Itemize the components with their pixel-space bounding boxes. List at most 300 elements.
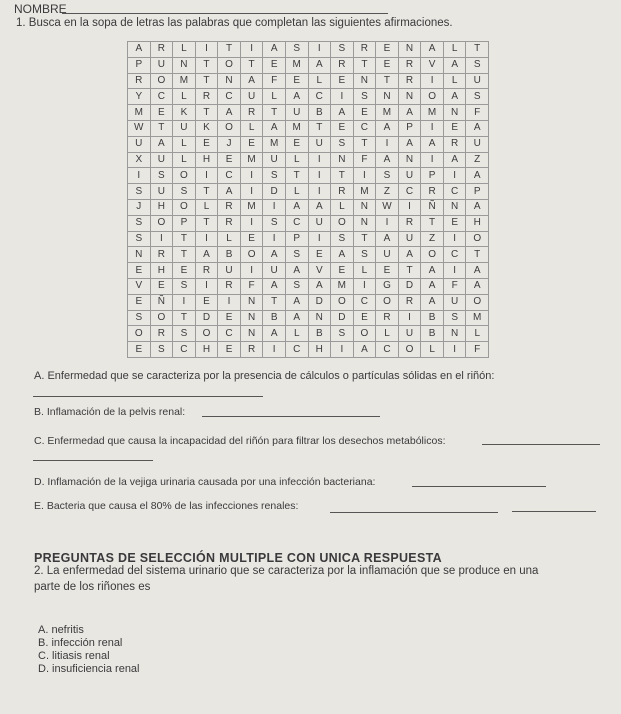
exercise-1-prompt: 1. Busca en la sopa de letras las palabras que completan las siguientes afirmaciones. <box>16 17 453 29</box>
grid-cell: O <box>353 326 376 342</box>
grid-cell: U <box>398 326 421 342</box>
grid-cell: R <box>195 263 218 279</box>
grid-cell: M <box>421 105 444 121</box>
grid-cell: A <box>263 326 286 342</box>
grid-cell: P <box>285 231 308 247</box>
grid-cell: T <box>353 57 376 73</box>
grid-cell: L <box>218 231 241 247</box>
grid-cell: H <box>195 342 218 358</box>
grid-cell: U <box>308 136 331 152</box>
grid-cell: E <box>353 105 376 121</box>
grid-cell: S <box>173 184 196 200</box>
grid-cell: H <box>466 215 489 231</box>
grid-cell: T <box>150 120 173 136</box>
grid-cell: C <box>218 326 241 342</box>
grid-cell: N <box>398 152 421 168</box>
grid-cell: A <box>308 199 331 215</box>
grid-cell: I <box>308 42 331 58</box>
grid-cell: E <box>331 263 354 279</box>
grid-cell: U <box>128 136 151 152</box>
grid-cell: X <box>128 152 151 168</box>
grid-cell: R <box>398 294 421 310</box>
grid-cell: O <box>466 294 489 310</box>
grid-cell: U <box>376 247 399 263</box>
grid-cell: V <box>308 263 331 279</box>
grid-cell: S <box>128 184 151 200</box>
grid-cell: E <box>376 42 399 58</box>
grid-cell: A <box>263 278 286 294</box>
grid-cell: A <box>263 42 286 58</box>
grid-cell: M <box>263 136 286 152</box>
grid-cell: U <box>150 184 173 200</box>
grid-cell: M <box>285 57 308 73</box>
grid-cell: N <box>353 215 376 231</box>
grid-cell: T <box>376 73 399 89</box>
grid-cell: I <box>128 168 151 184</box>
grid-cell: C <box>285 342 308 358</box>
grid-cell: Ñ <box>421 199 444 215</box>
grid-row <box>128 120 489 136</box>
grid-cell: E <box>443 215 466 231</box>
grid-cell: T <box>466 247 489 263</box>
grid-cell: B <box>421 326 444 342</box>
grid-cell: I <box>421 152 444 168</box>
grid-cell: D <box>331 310 354 326</box>
grid-cell: P <box>421 168 444 184</box>
grid-cell: C <box>353 120 376 136</box>
grid-row <box>128 57 489 73</box>
grid-cell: O <box>150 73 173 89</box>
grid-cell: A <box>421 136 444 152</box>
grid-cell: W <box>376 199 399 215</box>
grid-cell: R <box>353 42 376 58</box>
grid-cell: A <box>308 278 331 294</box>
grid-cell: C <box>443 184 466 200</box>
grid-cell: I <box>195 168 218 184</box>
grid-cell: A <box>398 247 421 263</box>
grid-cell: E <box>150 105 173 121</box>
grid-cell: A <box>353 342 376 358</box>
grid-cell: D <box>308 294 331 310</box>
grid-cell: E <box>128 294 151 310</box>
grid-cell: C <box>218 89 241 105</box>
grid-cell: O <box>421 89 444 105</box>
grid-cell: S <box>466 89 489 105</box>
grid-row <box>128 89 489 105</box>
grid-cell: I <box>331 342 354 358</box>
name-field[interactable] <box>62 13 388 14</box>
grid-cell: R <box>128 73 151 89</box>
grid-cell: I <box>218 294 241 310</box>
grid-cell: O <box>173 199 196 215</box>
grid-cell: U <box>466 73 489 89</box>
option-b[interactable]: B. infección renal <box>38 637 123 649</box>
grid-cell: I <box>398 310 421 326</box>
grid-cell: N <box>308 310 331 326</box>
grid-cell: H <box>195 152 218 168</box>
item-b-answer-line[interactable] <box>202 416 380 417</box>
grid-cell: R <box>398 73 421 89</box>
grid-cell: A <box>195 247 218 263</box>
grid-cell: E <box>376 263 399 279</box>
grid-cell: C <box>285 215 308 231</box>
grid-cell: M <box>331 278 354 294</box>
grid-cell: S <box>285 278 308 294</box>
grid-cell: U <box>308 215 331 231</box>
grid-cell: N <box>173 57 196 73</box>
grid-cell: E <box>308 247 331 263</box>
grid-cell: O <box>376 294 399 310</box>
grid-cell: E <box>218 152 241 168</box>
grid-cell: T <box>285 168 308 184</box>
grid-cell: A <box>128 42 151 58</box>
grid-row <box>128 278 489 294</box>
grid-cell: T <box>263 105 286 121</box>
grid-cell: O <box>331 215 354 231</box>
grid-cell: E <box>128 342 151 358</box>
grid-cell: D <box>398 278 421 294</box>
grid-cell: K <box>173 105 196 121</box>
grid-cell: A <box>466 168 489 184</box>
grid-cell: L <box>263 89 286 105</box>
item-e-text: E. Bacteria que causa el 80% de las infecciones renales: <box>34 500 299 512</box>
grid-cell: E <box>331 73 354 89</box>
grid-cell: L <box>240 120 263 136</box>
grid-cell: N <box>376 89 399 105</box>
grid-cell: M <box>285 120 308 136</box>
grid-cell: I <box>150 231 173 247</box>
question-2-line-1: 2. La enfermedad del sistema urinario que se caracteriza por la inflamación que se produce en una <box>34 565 539 577</box>
grid-cell: T <box>308 120 331 136</box>
grid-cell: R <box>150 247 173 263</box>
grid-cell: C <box>173 342 196 358</box>
grid-cell: S <box>331 326 354 342</box>
grid-cell: I <box>240 184 263 200</box>
option-d[interactable]: D. insuficiencia renal <box>38 663 140 675</box>
grid-cell: N <box>240 326 263 342</box>
grid-cell: I <box>421 73 444 89</box>
grid-cell: I <box>353 278 376 294</box>
grid-cell: E <box>285 73 308 89</box>
grid-cell: U <box>150 57 173 73</box>
option-a[interactable]: A. nefritis <box>38 624 84 636</box>
grid-cell: I <box>353 168 376 184</box>
grid-cell: R <box>331 184 354 200</box>
grid-cell: I <box>263 342 286 358</box>
grid-cell: S <box>466 57 489 73</box>
grid-cell: R <box>421 184 444 200</box>
grid-cell: G <box>376 278 399 294</box>
grid-cell: A <box>218 105 241 121</box>
grid-cell: U <box>240 89 263 105</box>
grid-cell: I <box>240 215 263 231</box>
grid-cell: F <box>240 278 263 294</box>
grid-cell: T <box>173 231 196 247</box>
grid-cell: P <box>398 120 421 136</box>
grid-cell: S <box>263 215 286 231</box>
grid-cell: A <box>263 247 286 263</box>
grid-cell: U <box>398 231 421 247</box>
grid-cell: A <box>421 294 444 310</box>
grid-cell: O <box>195 326 218 342</box>
grid-cell: H <box>150 263 173 279</box>
grid-cell: C <box>376 342 399 358</box>
grid-cell: A <box>331 105 354 121</box>
grid-cell: I <box>376 136 399 152</box>
grid-cell: O <box>150 215 173 231</box>
grid-cell: E <box>353 310 376 326</box>
item-d-text: D. Inflamación de la vejiga urinaria causada por una infección bacteriana: <box>34 476 376 488</box>
grid-cell: I <box>195 278 218 294</box>
grid-cell: L <box>443 42 466 58</box>
grid-cell: S <box>128 215 151 231</box>
grid-cell: J <box>218 136 241 152</box>
grid-cell: S <box>331 136 354 152</box>
grid-cell: Ñ <box>150 294 173 310</box>
grid-cell: A <box>398 136 421 152</box>
grid-cell: B <box>218 247 241 263</box>
grid-cell: T <box>353 136 376 152</box>
grid-cell: A <box>443 89 466 105</box>
grid-cell: T <box>331 168 354 184</box>
grid-cell: A <box>421 42 444 58</box>
grid-cell: A <box>376 231 399 247</box>
option-c[interactable]: C. litiasis renal <box>38 650 110 662</box>
grid-cell: M <box>240 152 263 168</box>
grid-cell: A <box>285 310 308 326</box>
grid-row <box>128 247 489 263</box>
question-2-line-2: parte de los riñones es <box>34 581 151 593</box>
grid-cell: L <box>331 199 354 215</box>
grid-cell: L <box>353 263 376 279</box>
grid-cell: B <box>308 326 331 342</box>
grid-cell: I <box>398 199 421 215</box>
grid-cell: O <box>173 168 196 184</box>
grid-cell: R <box>443 136 466 152</box>
grid-cell: A <box>376 120 399 136</box>
grid-cell: C <box>398 184 421 200</box>
grid-cell: A <box>443 57 466 73</box>
grid-cell: N <box>353 73 376 89</box>
grid-cell: U <box>218 263 241 279</box>
grid-cell: R <box>150 42 173 58</box>
grid-cell: N <box>218 73 241 89</box>
grid-cell: T <box>173 310 196 326</box>
grid-cell: A <box>285 263 308 279</box>
grid-row <box>128 215 489 231</box>
grid-cell: S <box>173 326 196 342</box>
grid-cell: T <box>218 42 241 58</box>
grid-cell: E <box>240 136 263 152</box>
grid-cell: C <box>353 294 376 310</box>
grid-cell: U <box>263 263 286 279</box>
grid-cell: I <box>240 42 263 58</box>
grid-cell: T <box>466 42 489 58</box>
grid-cell: O <box>466 231 489 247</box>
grid-cell: L <box>173 152 196 168</box>
grid-cell: R <box>150 326 173 342</box>
item-c-answer-line-2[interactable] <box>33 460 153 461</box>
grid-cell: U <box>398 168 421 184</box>
item-e-answer-line-1[interactable] <box>330 512 498 513</box>
grid-cell: D <box>263 184 286 200</box>
grid-cell: R <box>218 278 241 294</box>
grid-cell: S <box>128 231 151 247</box>
grid-cell: I <box>443 263 466 279</box>
grid-cell: E <box>218 310 241 326</box>
grid-cell: N <box>443 199 466 215</box>
grid-cell: A <box>443 152 466 168</box>
grid-row <box>128 310 489 326</box>
item-b-text: B. Inflamación de la pelvis renal: <box>34 406 186 418</box>
grid-cell: R <box>398 57 421 73</box>
grid-cell: A <box>285 294 308 310</box>
grid-cell: O <box>128 326 151 342</box>
item-d-answer-line[interactable] <box>412 486 546 487</box>
grid-cell: A <box>466 263 489 279</box>
grid-cell: S <box>331 231 354 247</box>
grid-cell: R <box>240 342 263 358</box>
grid-cell: I <box>263 199 286 215</box>
grid-cell: S <box>263 168 286 184</box>
grid-row <box>128 73 489 89</box>
grid-cell: L <box>376 326 399 342</box>
grid-cell: B <box>263 310 286 326</box>
grid-cell: B <box>421 310 444 326</box>
grid-cell: I <box>308 168 331 184</box>
grid-cell: C <box>218 168 241 184</box>
item-c-answer-line-1[interactable] <box>482 444 600 445</box>
grid-cell: S <box>128 310 151 326</box>
grid-cell: T <box>195 215 218 231</box>
grid-cell: P <box>128 57 151 73</box>
grid-cell: L <box>285 184 308 200</box>
name-label: NOMBRE <box>14 2 67 16</box>
grid-cell: T <box>195 184 218 200</box>
grid-cell: O <box>398 342 421 358</box>
grid-cell: A <box>308 57 331 73</box>
grid-cell: E <box>285 136 308 152</box>
grid-row <box>128 263 489 279</box>
grid-cell: U <box>150 152 173 168</box>
grid-row <box>128 152 489 168</box>
grid-cell: F <box>466 105 489 121</box>
grid-cell: H <box>150 199 173 215</box>
grid-cell: A <box>466 278 489 294</box>
grid-cell: M <box>128 105 151 121</box>
grid-cell: E <box>443 120 466 136</box>
item-e-answer-line-2[interactable] <box>512 511 596 512</box>
grid-cell: N <box>128 247 151 263</box>
grid-cell: A <box>421 263 444 279</box>
grid-cell: E <box>218 342 241 358</box>
grid-cell: A <box>285 199 308 215</box>
grid-cell: N <box>398 89 421 105</box>
grid-row <box>128 326 489 342</box>
grid-cell: S <box>376 168 399 184</box>
grid-cell: A <box>285 89 308 105</box>
grid-cell: V <box>421 57 444 73</box>
grid-cell: F <box>466 342 489 358</box>
grid-cell: S <box>285 247 308 263</box>
grid-cell: I <box>195 42 218 58</box>
grid-cell: A <box>466 120 489 136</box>
grid-cell: R <box>240 105 263 121</box>
grid-cell: V <box>128 278 151 294</box>
grid-cell: F <box>443 278 466 294</box>
grid-row <box>128 136 489 152</box>
grid-cell: L <box>173 89 196 105</box>
grid-cell: L <box>443 73 466 89</box>
grid-cell: M <box>376 105 399 121</box>
grid-cell: H <box>308 342 331 358</box>
grid-cell: A <box>398 105 421 121</box>
grid-cell: U <box>466 136 489 152</box>
grid-cell: S <box>173 278 196 294</box>
grid-cell: N <box>353 199 376 215</box>
grid-cell: I <box>443 342 466 358</box>
grid-row <box>128 105 489 121</box>
grid-cell: S <box>150 342 173 358</box>
grid-cell: A <box>240 73 263 89</box>
grid-row <box>128 294 489 310</box>
grid-cell: O <box>331 294 354 310</box>
grid-cell: T <box>421 215 444 231</box>
grid-cell: Z <box>466 152 489 168</box>
grid-cell: R <box>218 215 241 231</box>
grid-cell: D <box>195 310 218 326</box>
grid-cell: A <box>263 120 286 136</box>
grid-cell: C <box>150 89 173 105</box>
grid-cell: I <box>308 152 331 168</box>
grid-cell: R <box>218 199 241 215</box>
item-c-text: C. Enfermedad que causa la incapacidad del riñón para filtrar los desechos metabólicos: <box>34 435 446 447</box>
grid-cell: S <box>150 168 173 184</box>
grid-cell: U <box>263 152 286 168</box>
item-a-text: A. Enfermedad que se caracteriza por la presencia de cálculos o partículas sólidas en el riñón: <box>34 370 495 382</box>
grid-cell: I <box>376 215 399 231</box>
grid-cell: P <box>466 184 489 200</box>
grid-cell: I <box>263 231 286 247</box>
grid-cell: N <box>240 310 263 326</box>
grid-cell: S <box>353 89 376 105</box>
grid-cell: T <box>240 57 263 73</box>
grid-cell: A <box>150 136 173 152</box>
grid-cell: Z <box>376 184 399 200</box>
grid-cell: A <box>218 184 241 200</box>
grid-cell: M <box>240 199 263 215</box>
grid-cell: I <box>240 263 263 279</box>
grid-cell: L <box>173 136 196 152</box>
grid-cell: M <box>353 184 376 200</box>
grid-cell: L <box>466 326 489 342</box>
item-a-answer-line[interactable] <box>33 396 263 397</box>
word-search-grid <box>127 41 489 358</box>
grid-cell: W <box>128 120 151 136</box>
grid-cell: A <box>376 152 399 168</box>
grid-row <box>128 184 489 200</box>
grid-cell: I <box>195 231 218 247</box>
grid-cell: L <box>173 42 196 58</box>
grid-cell: U <box>443 294 466 310</box>
grid-cell: T <box>195 57 218 73</box>
grid-cell: O <box>218 57 241 73</box>
grid-cell: O <box>240 247 263 263</box>
grid-cell: S <box>331 42 354 58</box>
grid-cell: E <box>195 294 218 310</box>
grid-cell: N <box>443 326 466 342</box>
grid-row <box>128 168 489 184</box>
